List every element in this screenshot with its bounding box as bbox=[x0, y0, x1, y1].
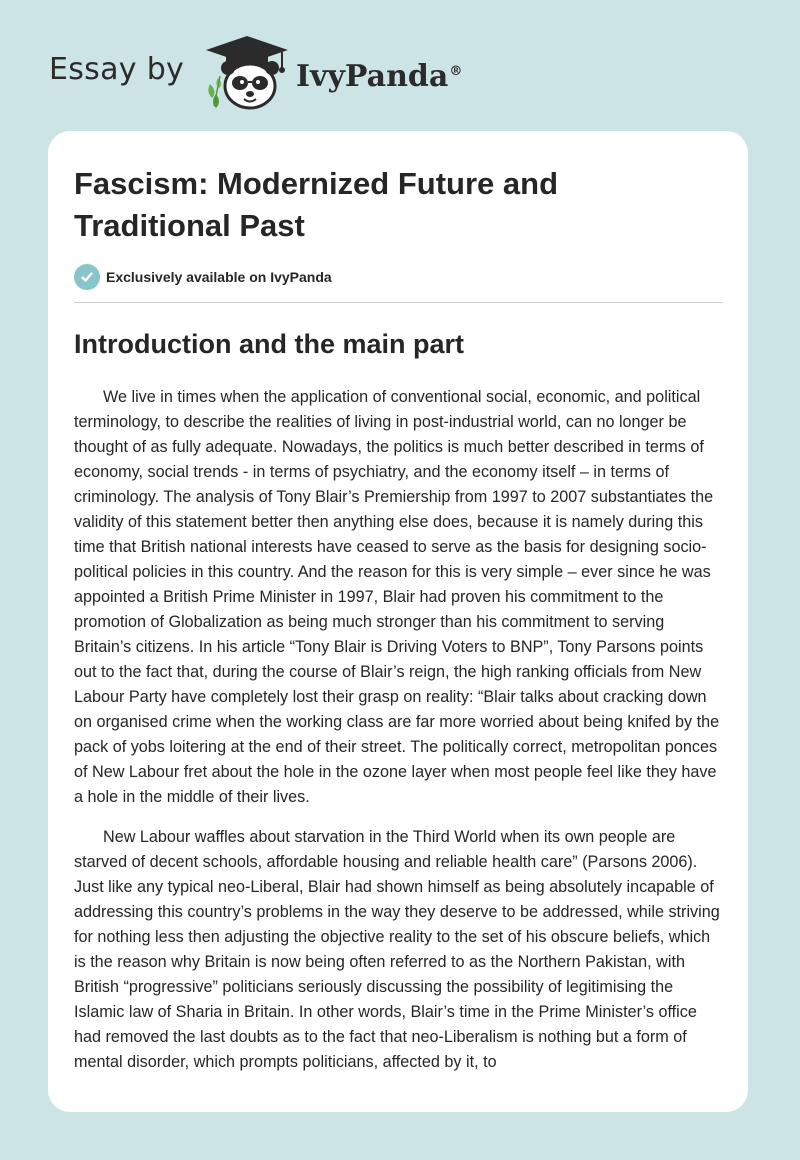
brand-name-text: IvyPanda bbox=[296, 59, 449, 94]
paragraph: We live in times when the application of conventional social, economic, and political terminology, to describe the realities of living in post-industrial world, can no longer be thought of as fully adequate. Nowadays, the politics is much better described in terms of economy, social trends - in terms of psychiatry, and the economy itself – in terms of criminology. The analysis of Tony Blair’s Premiership from 1997 to 2007 substantiates the validity of this statement better then anything else does, because it is namely during this time that British national interests have ceased to serve as the basis for designing socio-political policies in this country. And the reason for this is very simple – ever since he was appointed a British Prime Minister in 1997, Blair had proven his commitment to the promotion of Globalization as being much stronger than his commitment to serving Britain’s citizens. In his article “Tony Blair is Driving Voters to BNP”, Tony Parsons points out to the fact that, during the course of Blair’s reign, the high ranking officials from New Labour Party have completely lost their grasp on reality: “Blair talks about cracking down on organised crime when the working class are far more worried about being knifed by the pack of yobs loitering at the end of their street. The politically correct, metropolitan ponces of New Labour fret about the hole in the ozone layer when most people feel like they have a hole in the middle of their lives. bbox=[74, 388, 720, 806]
divider bbox=[74, 302, 723, 303]
essay-card bbox=[48, 131, 748, 1112]
registered-mark: ® bbox=[449, 64, 463, 79]
paragraph: New Labour waffles about starvation in the Third World when its own people are starved of decent schools, affordable housing and reliable health care” (Parsons 2006). Just like any typical neo-Liberal, Blair had shown himself as being absolutely incapable of addressing this country’s problems in the way they deserve to be addressed, while striving for nothing less then adjusting the objective reality to the set of his obscure beliefs, which is the reason why Britain is now being often referred to as the Northern Pakistan, with British “progressive” politicians seriously discussing the possibility of legitimising the Islamic law of Sharia in Britain. In other words, Blair’s time in the Prime Minister’s office had removed the last doubts as to the fact that neo-Liberalism is nothing but a form of mental disorder, which prompts politicians, affected by it, to bbox=[74, 828, 720, 1071]
essay-body bbox=[74, 385, 724, 1090]
page-title: Fascism: Modernized Future and Traditional Past bbox=[74, 166, 559, 243]
panda-graduate-logo-icon[interactable] bbox=[202, 34, 292, 110]
exclusive-badge-label: Exclusively available on IvyPanda bbox=[106, 269, 332, 285]
exclusive-badge bbox=[74, 264, 332, 290]
essay-by-label: Essay by bbox=[49, 52, 185, 87]
site-header bbox=[0, 0, 800, 130]
brand-name[interactable] bbox=[296, 52, 462, 97]
checkmark-icon bbox=[74, 264, 100, 290]
section-heading: Introduction and the main part bbox=[74, 329, 464, 359]
